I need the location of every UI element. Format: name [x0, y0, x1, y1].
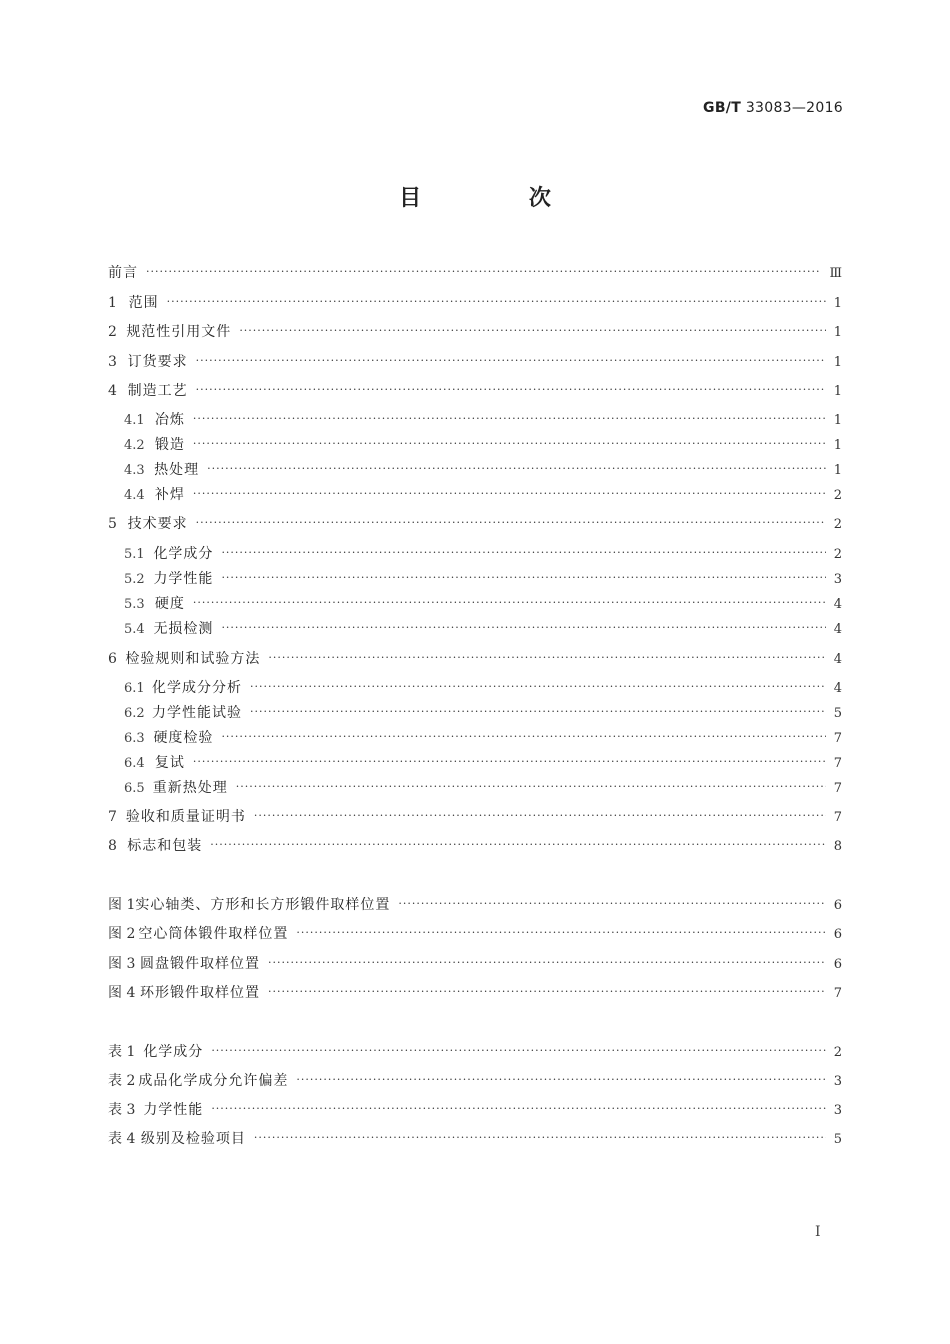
toc-page: 7: [833, 810, 842, 825]
figure-number: 图 3: [108, 956, 136, 972]
table-label: 力学性能: [143, 1102, 204, 1118]
leader-dots: [193, 755, 826, 768]
figure-page: 7: [833, 986, 842, 1001]
toc-entry[interactable]: [108, 806, 842, 826]
leader-dots: [221, 571, 825, 584]
leader-dots: [193, 437, 826, 450]
toc-label: 规范性引用文件: [126, 324, 232, 340]
leader-dots: [268, 956, 826, 969]
toc-entry[interactable]: [108, 321, 842, 341]
table-number: 表 2: [108, 1073, 136, 1089]
leader-dots: [193, 596, 826, 609]
toc-number: 5.3: [124, 597, 145, 612]
leader-dots: [221, 546, 825, 559]
leader-dots: [268, 651, 825, 664]
toc-subentry[interactable]: [124, 702, 842, 722]
toc-number: 4: [108, 383, 117, 399]
leader-dots: [221, 621, 825, 634]
toc-label: 热处理: [154, 462, 200, 478]
toc-number: 2: [108, 324, 117, 340]
toc-label: 力学性能: [153, 571, 214, 587]
toc-entry-foreword[interactable]: [108, 262, 842, 282]
toc-subentry[interactable]: [124, 677, 842, 697]
toc-page: 5: [833, 706, 842, 721]
table-number: 表 1: [108, 1044, 136, 1060]
page-number: I: [815, 1224, 821, 1240]
toc-page: 7: [833, 781, 842, 796]
toc-label: 前言: [108, 265, 138, 281]
toc-subentry[interactable]: [124, 777, 842, 797]
toc-subentry[interactable]: [124, 727, 842, 747]
toc-number: 5.4: [124, 622, 145, 637]
toc-number: 8: [108, 838, 117, 854]
toc-page: 4: [833, 622, 842, 637]
leader-dots: [196, 354, 826, 367]
leader-dots: [207, 462, 826, 475]
toc-page: 4: [833, 597, 842, 612]
leader-dots: [146, 265, 821, 278]
figure-number: 图 1: [108, 897, 136, 913]
toc-entry[interactable]: [108, 648, 842, 668]
toc-subentry[interactable]: [124, 409, 842, 429]
leader-dots: [211, 1102, 825, 1115]
table-page: 3: [833, 1103, 842, 1118]
table-page: 2: [833, 1045, 842, 1060]
toc-label: 硬度检验: [153, 730, 214, 746]
leader-dots: [196, 383, 826, 396]
toc-page: Ⅲ: [829, 266, 842, 281]
table-label: 级别及检验项目: [140, 1131, 246, 1147]
toc-number: 4.4: [124, 488, 145, 503]
figure-entry[interactable]: [108, 894, 842, 914]
leader-dots: [211, 1044, 825, 1057]
standard-number: 33083—2016: [745, 100, 843, 116]
toc-subentry[interactable]: [124, 752, 842, 772]
toc-page: 1: [833, 325, 842, 340]
toc-page: 2: [833, 517, 842, 532]
toc-label: 重新热处理: [152, 780, 228, 796]
toc-page: 1: [833, 355, 842, 370]
toc-number: 6.5: [124, 781, 145, 796]
table-page: 3: [833, 1074, 842, 1089]
toc-label: 范围: [128, 295, 159, 311]
toc-entry[interactable]: [108, 513, 842, 533]
leader-dots: [210, 838, 826, 851]
toc-entry[interactable]: [108, 351, 842, 371]
table-label: 化学成分: [143, 1044, 204, 1060]
toc-number: 3: [108, 354, 117, 370]
figure-entry[interactable]: [108, 953, 842, 973]
leader-dots: [250, 680, 826, 693]
toc-number: 4.1: [124, 413, 145, 428]
table-entry[interactable]: [108, 1070, 842, 1090]
toc-label: 订货要求: [127, 354, 188, 370]
toc-label: 标志和包装: [127, 838, 203, 854]
toc-page: 1: [833, 463, 842, 478]
toc-subentry[interactable]: [124, 459, 842, 479]
toc-page: 1: [833, 438, 842, 453]
toc-page: 4: [833, 652, 842, 667]
figure-page: 6: [833, 927, 842, 942]
toc-number: 6: [108, 651, 117, 667]
leader-dots: [296, 926, 825, 939]
leader-dots: [296, 1073, 825, 1086]
figure-page: 6: [833, 898, 842, 913]
toc-label: 力学性能试验: [152, 705, 243, 721]
figure-label: 环形锻件取样位置: [140, 985, 261, 1001]
toc-number: 6.4: [124, 756, 145, 771]
figure-label: 空心筒体锻件取样位置: [138, 926, 289, 942]
table-number: 表 3: [108, 1102, 136, 1118]
standard-code: [703, 100, 843, 116]
toc-page: 8: [833, 839, 842, 854]
toc-number: 5.2: [124, 572, 145, 587]
toc-page: 2: [833, 488, 842, 503]
table-number: 表 4: [108, 1131, 136, 1147]
toc-label: 锻造: [154, 437, 185, 453]
toc-entry[interactable]: [108, 292, 842, 312]
toc-label: 补焊: [154, 487, 185, 503]
toc-number: 6.1: [124, 681, 145, 696]
figure-number: 图 4: [108, 985, 136, 1001]
toc-number: 6.2: [124, 706, 145, 721]
toc-label: 验收和质量证明书: [125, 809, 246, 825]
toc-number: 7: [108, 809, 117, 825]
toc-label: 化学成分: [153, 546, 214, 562]
leader-dots: [268, 985, 826, 998]
toc-number: 4.2: [124, 438, 145, 453]
toc-label: 硬度: [154, 596, 185, 612]
toc-label: 技术要求: [127, 516, 188, 532]
toc-label: 化学成分分析: [152, 680, 243, 696]
leader-dots: [239, 324, 825, 337]
figure-entry[interactable]: [108, 923, 842, 943]
leader-dots: [236, 780, 826, 793]
toc-number: 4.3: [124, 463, 145, 478]
toc-page: 2: [833, 547, 842, 562]
toc-entry[interactable]: [108, 835, 842, 855]
toc-number: 5: [108, 516, 117, 532]
toc-subentry[interactable]: [124, 484, 842, 504]
table-entry[interactable]: [108, 1041, 842, 1061]
toc-page: 1: [833, 296, 842, 311]
toc-number: 1: [108, 295, 117, 311]
figure-label: 实心轴类、方形和长方形锻件取样位置: [135, 897, 391, 913]
figure-entry[interactable]: [108, 982, 842, 1002]
figure-page: 6: [833, 957, 842, 972]
toc-subentry[interactable]: [124, 618, 842, 638]
toc-entry[interactable]: [108, 380, 842, 400]
leader-dots: [254, 1131, 826, 1144]
table-label: 成品化学成分允许偏差: [138, 1073, 289, 1089]
toc-page: 7: [833, 756, 842, 771]
toc-subentry[interactable]: [124, 434, 842, 454]
page-title: 目 次: [399, 186, 601, 211]
toc-number: 5.1: [124, 547, 145, 562]
figure-number: 图 2: [108, 926, 136, 942]
leader-dots: [221, 730, 825, 743]
toc-page: 1: [833, 384, 842, 399]
toc-page: 4: [833, 681, 842, 696]
toc-label: 冶炼: [154, 412, 185, 428]
leader-dots: [193, 412, 826, 425]
toc-label: 无损检测: [153, 621, 214, 637]
leader-dots: [196, 516, 826, 529]
toc-label: 制造工艺: [127, 383, 188, 399]
figure-label: 圆盘锻件取样位置: [140, 956, 261, 972]
leader-dots: [167, 295, 826, 308]
leader-dots: [250, 705, 826, 718]
toc-label: 复试: [154, 755, 185, 771]
toc-page: 7: [833, 731, 842, 746]
leader-dots: [398, 897, 825, 910]
toc-number: 6.3: [124, 731, 145, 746]
toc-page: 3: [833, 572, 842, 587]
table-entry[interactable]: [108, 1099, 842, 1119]
leader-dots: [193, 487, 826, 500]
toc-subentry[interactable]: [124, 543, 842, 563]
toc-label: 检验规则和试验方法: [125, 651, 261, 667]
toc-subentry[interactable]: [124, 568, 842, 588]
leader-dots: [254, 809, 826, 822]
table-entry[interactable]: [108, 1128, 842, 1148]
standard-prefix: GB/T: [703, 100, 742, 116]
toc-subentry[interactable]: [124, 593, 842, 613]
toc-page: 1: [833, 413, 842, 428]
table-page: 5: [833, 1132, 842, 1147]
